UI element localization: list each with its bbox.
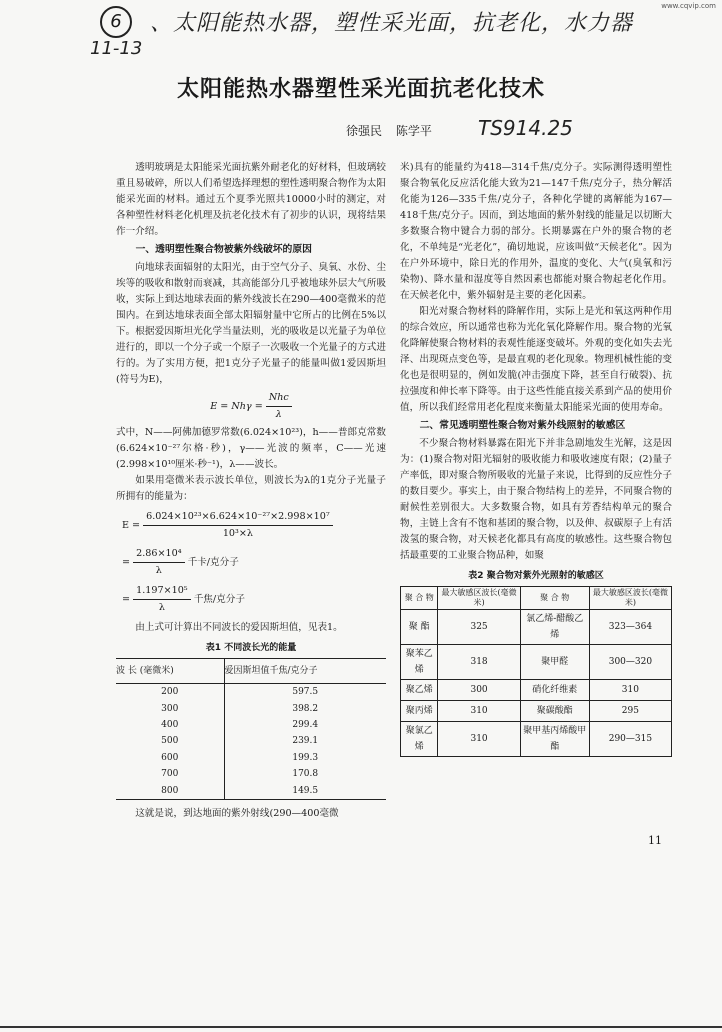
table-cell: 硝化纤维素 (520, 680, 589, 701)
table-cell: 310 (438, 722, 520, 757)
table-cell: 聚苯乙烯 (401, 645, 438, 680)
equation-fraction (143, 509, 333, 542)
formula-einstein (116, 390, 386, 423)
equation-lhs: E = (122, 520, 144, 531)
table-cell: 318 (438, 645, 520, 680)
table-header: 聚 合 物 (520, 587, 589, 610)
equation-denominator: λ (155, 565, 162, 576)
table-cell: 290—315 (589, 722, 671, 757)
table-cell: 聚乙烯 (401, 680, 438, 701)
left-column (116, 160, 386, 822)
equation-fraction (133, 583, 191, 616)
authors (346, 122, 442, 139)
table-cell: 310 (438, 701, 520, 722)
table-row (116, 717, 386, 733)
body-paragraph: 阳光对聚合物材料的降解作用，实际上是光和氧这两种作用的综合效应，所以通常也称为光化氧化降解作用。聚合物的光氧化降解使聚合物材料的表观性能逐变破坏。外观的变化如失去光泽、出现斑点变色等，是最直观的老化现象。物理机械性能的变化也是很明显的，例如发脆(冲击强度下降，甚至自行破裂)、抗拉强度和伸长率下降等。由于这些性能直接关系到产品的使用价值，所以我们经常用老化程度来衡量太阳能采光面的使用寿命。 (400, 306, 672, 413)
table-cell: 800 (116, 782, 224, 799)
equation-unit: 千焦/克分子 (193, 594, 245, 605)
body-paragraph: 这就是说，到达地面的紫外射线(290—400毫微 (135, 807, 339, 819)
table-header: 爱因斯坦值千焦/克分子 (224, 659, 386, 684)
table-cell: 聚 酯 (401, 610, 438, 645)
table1-wavelength-energy (116, 658, 386, 800)
right-column (400, 160, 672, 757)
table-cell: 300 (438, 680, 520, 701)
handwritten-page-ref: 11-13 (90, 38, 143, 59)
table-cell: 聚甲基丙烯酸甲酯 (520, 722, 589, 757)
equation-energy (116, 509, 386, 542)
table-cell: 聚碳酸酯 (520, 701, 589, 722)
table-row (116, 684, 386, 701)
table-cell: 310 (589, 680, 671, 701)
handwritten-circle-number: 6 (100, 6, 132, 38)
table-cell: 600 (116, 750, 224, 766)
table1-caption: 表1 不同波长光的能量 (205, 643, 297, 653)
table-row (401, 680, 672, 701)
table-cell: 聚丙烯 (401, 701, 438, 722)
table-cell: 170.8 (292, 769, 319, 780)
table-row (401, 610, 672, 645)
author-name: 徐强民 (346, 124, 383, 138)
equation-numerator: 6.024×10²³×6.624×10⁻²⁷×2.998×10⁷ (143, 509, 333, 526)
page-bottom-border (0, 1026, 722, 1028)
table-row (116, 766, 386, 782)
table-cell: 398.2 (292, 703, 319, 714)
table2-uv-sensitivity (400, 586, 672, 757)
table2-caption: 表2 聚合物对紫外光照射的敏感区 (468, 571, 604, 581)
body-paragraph: 米)具有的能量约为418—314千焦/克分子。实际测得透明塑性聚合物氧化反应活化能大致为21—147千焦/克分子，热分解活化能为126—335千焦/克分子，各种化学键的离解能为167—418千焦/克分子。因而，到达地面的紫外射线的能量足以切断大多数聚合物中键合力弱的部分。长期暴露在户外的聚合物的老化，不单纯是“光老化”，确切地说，应该叫做“天候老化”。因为在户外环境中，除日光的作用外，温度的变化、大气(臭氧和污染物)、降水量和湿度等自然因素也都能对聚合物起老化作用。在天候老化中，紫外辐射是主要的老化因素。 (400, 162, 672, 301)
table-cell: 700 (116, 766, 224, 782)
table-row (401, 722, 672, 757)
table-header: 最大敏感区波长(毫微米) (438, 587, 520, 610)
table-cell: 聚甲醛 (520, 645, 589, 680)
body-paragraph: 向地球表面辐射的太阳光，由于空气分子、臭氧、水份、尘埃等的吸收和散射而衰减，其高能部分几乎被地球外层大气所吸收，实际上到达地球表面的紫外线波长在290—400毫微米的范围内。在到达地球表面全部太阳辐射量中它所占的比例在5%以下。根据爱因斯坦光化学当量法则，光的吸收是以光量子为单位进行的，即以一个分子或一个原子一次吸收一个光量子的方式进行的。为了实用方便，把1克分子光量子的能量叫做1爱因斯坦(符号为E)， (116, 262, 386, 385)
table-cell: 295 (589, 701, 671, 722)
intro-paragraph: 透明玻璃是太阳能采光面抗紫外耐老化的好材料，但玻璃较重且易破碎，所以人们希望选择理想的塑性透明聚合物作为太阳能采光面的材料。通过五个夏季光照共10000小时的测定，对各种塑性材料老化机理及抗老化技术有了初步的认识，现将结果作一介绍。 (116, 162, 386, 237)
page-number: 11 (648, 834, 662, 847)
handwritten-keywords: 、太阳能热水器，塑性采光面，抗老化，水力器 (150, 11, 634, 36)
table-cell: 300—320 (589, 645, 671, 680)
table-row (401, 645, 672, 680)
table-header: 聚 合 物 (401, 587, 438, 610)
section-heading-2: 二、常见透明塑性聚合物对紫外线照射的敏感区 (419, 420, 626, 431)
watermark: www.cqvip.com (661, 2, 716, 10)
section-heading-1: 一、透明塑性聚合物被紫外线破坏的原因 (135, 244, 312, 255)
table-cell: 氯乙烯-醋酸乙烯 (520, 610, 589, 645)
formula-fraction (266, 390, 292, 423)
table-cell: 323—364 (589, 610, 671, 645)
body-paragraph: 如果用毫微米表示波长单位，则波长为λ的1克分子光量子所拥有的能量为： (116, 475, 386, 502)
table-row (401, 701, 672, 722)
article-title: 太阳能热水器塑性采光面抗老化技术 (176, 77, 545, 102)
formula-numerator: Nhc (266, 390, 292, 407)
equation-fraction (133, 546, 184, 579)
table-cell: 149.5 (292, 785, 319, 796)
handwritten-classification: TS914.25 (478, 116, 573, 140)
equation-kj: = $\frac{\text{1.197×10⁵}}{\lambda}$ 千焦/克分子 (116, 583, 386, 616)
formula-lhs: E = Nhγ = (210, 401, 266, 412)
body-paragraph: 式中，N——阿佛加德罗常数(6.024×10²³)，h——普郎克常数(6.624×10⁻²⁷尔格·秒)，γ——光波的频率，C——光速(2.998×10¹⁰厘米·秒⁻¹)，λ——波长。 (116, 427, 386, 470)
table-cell: 500 (116, 733, 224, 749)
table-cell: 400 (116, 717, 224, 733)
formula-denominator: λ (275, 409, 282, 420)
equation-denominator: 10³×λ (222, 528, 253, 539)
table-header: 波 长 (毫微米) (116, 659, 224, 684)
table-row (116, 733, 386, 749)
table-cell: 聚氯乙烯 (401, 722, 438, 757)
equation-numerator: 1.197×10⁵ (133, 583, 191, 600)
table-cell: 200 (116, 684, 224, 701)
author-name: 陈学平 (395, 124, 432, 138)
table-cell: 325 (438, 610, 520, 645)
table-row (116, 700, 386, 716)
table-cell: 239.1 (292, 736, 319, 747)
equation-unit: 千卡/克分子 (187, 557, 239, 568)
equation-kcal: = $\frac{\text{2.86×10⁴}}{\lambda}$ 千卡/克分子 (116, 546, 386, 579)
table-cell: 199.3 (292, 752, 319, 763)
equation-denominator: λ (158, 602, 165, 613)
table-cell: 299.4 (292, 719, 319, 730)
table-cell: 300 (116, 700, 224, 716)
table-cell: 597.5 (292, 687, 319, 698)
equation-numerator: 2.86×10⁴ (133, 546, 184, 563)
body-paragraph: 由上式可计算出不同波长的爱因斯坦值，见表1。 (135, 622, 343, 633)
table-header: 最大敏感区波长(毫微米) (589, 587, 671, 610)
table-row (116, 782, 386, 799)
table-row (116, 750, 386, 766)
body-paragraph: 不少聚合物材料暴露在阳光下并非急剧地发生光解，这是因为：(1)聚合物对阳光辐射的吸收能力和吸收速度有限；(2)量子产率低，即对聚合物所吸收的光量子来说，比得到的反应性分子的数目要少。事实上，由于聚合物结构上的差异，不同聚合物的耐候性差别很大。大多数聚合物，如具有芳香结构单元的聚合物，主链上含有不饱和基团的聚合物，以及伸、叔碳原子上有活泼氢的聚合物，对天候老化都具有高度的敏感性。这些聚合物包括最重要的工业聚合物品种，如聚 (400, 438, 672, 561)
